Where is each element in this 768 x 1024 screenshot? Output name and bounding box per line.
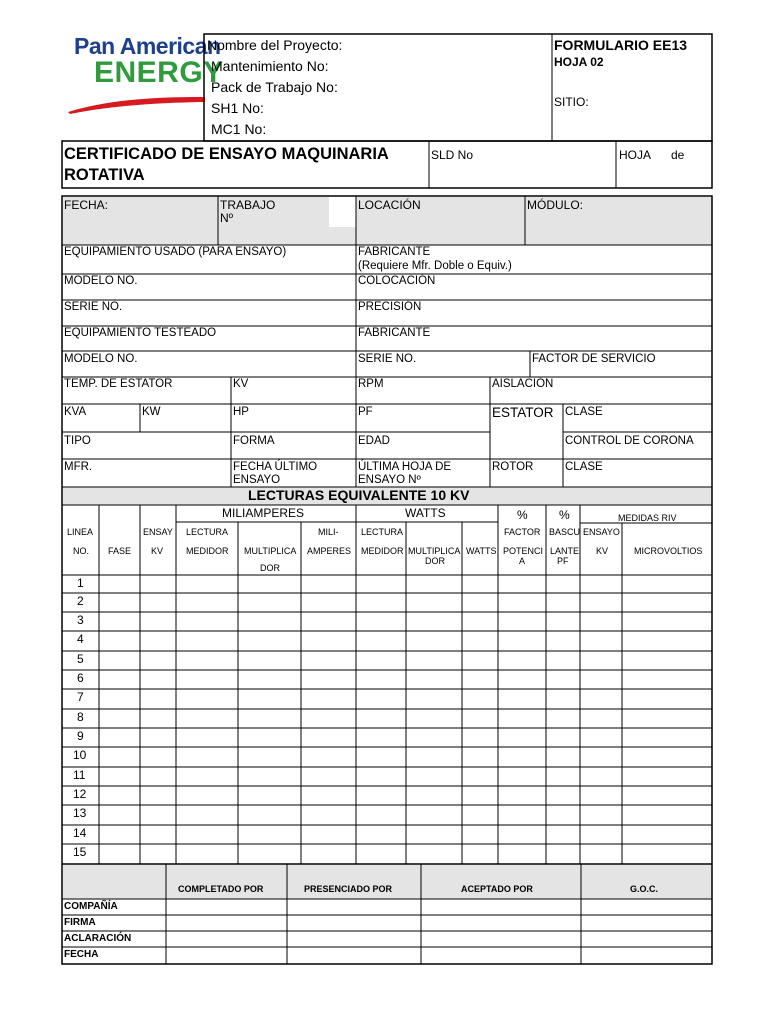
col-lectura-2: LECTURA (361, 527, 404, 537)
trabajo-label: TRABAJO (220, 198, 276, 212)
signoff-aclaracion: ACLARACIÓN (64, 933, 132, 944)
modelo-no-label: MODELO NO. (64, 275, 138, 287)
sheet-number: HOJA 02 (554, 55, 604, 69)
percent-header-1: % (517, 508, 528, 522)
fecha-label: FECHA: (64, 198, 109, 212)
medidas-riv-header: MEDIDAS RIV (618, 513, 677, 523)
signoff-firma: FIRMA (64, 917, 96, 928)
col-ensayo-2-kv: KV (596, 546, 609, 556)
goc-header: G.O.C. (630, 884, 659, 894)
fecha-ultimo-label-2: ENSAYO (233, 474, 281, 486)
fabricante-note: (Requiere Mfr. Doble o Equiv.) (358, 260, 512, 272)
reading-row-number: 8 (77, 710, 84, 724)
sld-no-label: SLD No (431, 148, 474, 162)
de-label: de (671, 148, 685, 162)
col-medidor-1: MEDIDOR (186, 546, 229, 556)
sh1-no-label: SH1 No: (211, 100, 264, 116)
fabricante-2-label: FABRICANTE (358, 327, 431, 339)
tipo-label: TIPO (64, 435, 91, 447)
pf-label: PF (358, 406, 373, 418)
aceptado-por-header: ACEPTADO POR (461, 884, 533, 894)
clase-2-label: CLASE (565, 461, 603, 473)
miliamperes-header: MILIAMPERES (222, 506, 305, 520)
reading-row-number: 2 (77, 594, 84, 608)
reading-row-number: 10 (73, 748, 87, 762)
col-multiplicador-1b: DOR (260, 563, 280, 573)
fabricante-label: FABRICANTE (358, 246, 431, 258)
rotor-label: ROTOR (492, 461, 534, 473)
col-potencia: POTENCI (503, 546, 544, 556)
temp-estator-label: TEMP. DE ESTATOR (64, 378, 173, 390)
project-name-label: Nombre del Proyecto: (207, 37, 343, 53)
reading-row-number: 12 (73, 787, 87, 801)
reading-row-number: 4 (77, 632, 84, 646)
reading-row-number: 7 (77, 690, 84, 704)
reading-row-number: 11 (73, 768, 86, 782)
col-basculante: BASCU (549, 527, 581, 537)
kw-label: KW (142, 406, 161, 418)
signoff-fecha: FECHA (64, 949, 99, 960)
readings-title: LECTURAS EQUIVALENTE 10 KV (248, 487, 470, 503)
reading-row-number: 13 (73, 806, 87, 820)
forma-label: FORMA (233, 435, 275, 447)
colocacion-label: COLOCACIÓN (358, 275, 436, 287)
mfr-label: MFR. (64, 461, 93, 473)
trabajo-no-label: Nº (220, 211, 234, 225)
reading-row-number: 6 (77, 671, 84, 685)
signoff-compania: COMPAÑÍA (64, 901, 118, 912)
completado-por-header: COMPLETADO POR (178, 884, 264, 894)
col-linea: LINEA (67, 527, 94, 537)
document-title-line2: ROTATIVA (64, 166, 145, 184)
estator-label: ESTATOR (492, 405, 554, 420)
clase-1-label: CLASE (565, 406, 603, 418)
col-ensayo-kv: KV (151, 546, 164, 556)
kva-label: KVA (64, 406, 87, 418)
edad-label: EDAD (358, 435, 390, 447)
col-medidor-2: MEDIDOR (361, 546, 404, 556)
equip-usado-label: EQUIPAMIENTO USADO (PARA ENSAYO) (64, 246, 287, 258)
col-factor: FACTOR (504, 527, 541, 537)
reading-row-number: 3 (77, 613, 84, 627)
col-mili: MILI- (318, 527, 339, 537)
reading-row-number: 5 (77, 652, 84, 666)
document-title-line1: CERTIFICADO DE ENSAYO MAQUINARIA (64, 145, 389, 163)
ultima-hoja-label-2: ENSAYO Nº (358, 474, 421, 486)
factor-servicio-label: FACTOR DE SERVICIO (532, 353, 656, 365)
control-corona-label: CONTROL DE CORONA (565, 435, 694, 447)
reading-row-number: 1 (77, 576, 84, 590)
col-linea-no: NO. (73, 546, 90, 556)
reading-row-number: 14 (73, 826, 87, 840)
fecha-ultimo-label: FECHA ÚLTIMO (233, 461, 318, 473)
precision-label: PRECISIÓN (358, 301, 422, 313)
reading-row-number: 9 (77, 729, 84, 743)
logo-line1: Pan American (74, 33, 221, 59)
col-basculante-b: LANTE (550, 546, 580, 556)
locacion-label: LOCACIÓN (358, 198, 421, 212)
modulo-label: MÓDULO: (527, 198, 584, 212)
serie-no-2-label: SERIE NO. (358, 353, 417, 365)
watts-header: WATTS (405, 506, 446, 520)
col-multiplicador-2b: DOR (425, 556, 445, 566)
hp-label: HP (233, 406, 249, 418)
col-lectura-1: LECTURA (186, 527, 229, 537)
ultima-hoja-label: ÚLTIMA HOJA DE (358, 461, 452, 473)
reading-row-number: 15 (73, 845, 87, 859)
serie-no-label: SERIE NO. (64, 301, 123, 313)
form-code: FORMULARIO EE13 (554, 37, 688, 53)
col-microvoltios: MICROVOLTIOS (634, 546, 703, 556)
hoja-label: HOJA (619, 148, 652, 162)
col-watts: WATTS (466, 546, 497, 556)
presenciado-por-header: PRESENCIADO POR (304, 884, 393, 894)
work-pack-no-label: Pack de Trabajo No: (211, 79, 338, 95)
col-amperes: AMPERES (307, 546, 352, 556)
logo-line2: ENERGY (94, 56, 224, 89)
col-basculante-pf: PF (557, 556, 569, 566)
kv-label: KV (233, 378, 249, 390)
col-potencia-b: A (519, 556, 526, 566)
col-fase: FASE (108, 546, 132, 556)
col-multiplicador-2: MULTIPLICA (408, 546, 461, 556)
site-label: SITIO: (554, 95, 589, 109)
mc1-no-label: MC1 No: (211, 121, 267, 137)
equip-testeado-label: EQUIPAMIENTO TESTEADO (64, 327, 217, 339)
percent-header-2: % (559, 508, 570, 522)
col-multiplicador-1: MULTIPLICA (244, 546, 297, 556)
modelo-no-2-label: MODELO NO. (64, 353, 138, 365)
maintenance-no-label: Mantenimiento No: (211, 58, 329, 74)
col-ensayo-2: ENSAYO (583, 527, 620, 537)
col-ensayo: ENSAY (143, 527, 173, 537)
aislacion-label: AISLACIÓN (492, 378, 554, 390)
rpm-label: RPM (358, 378, 384, 390)
